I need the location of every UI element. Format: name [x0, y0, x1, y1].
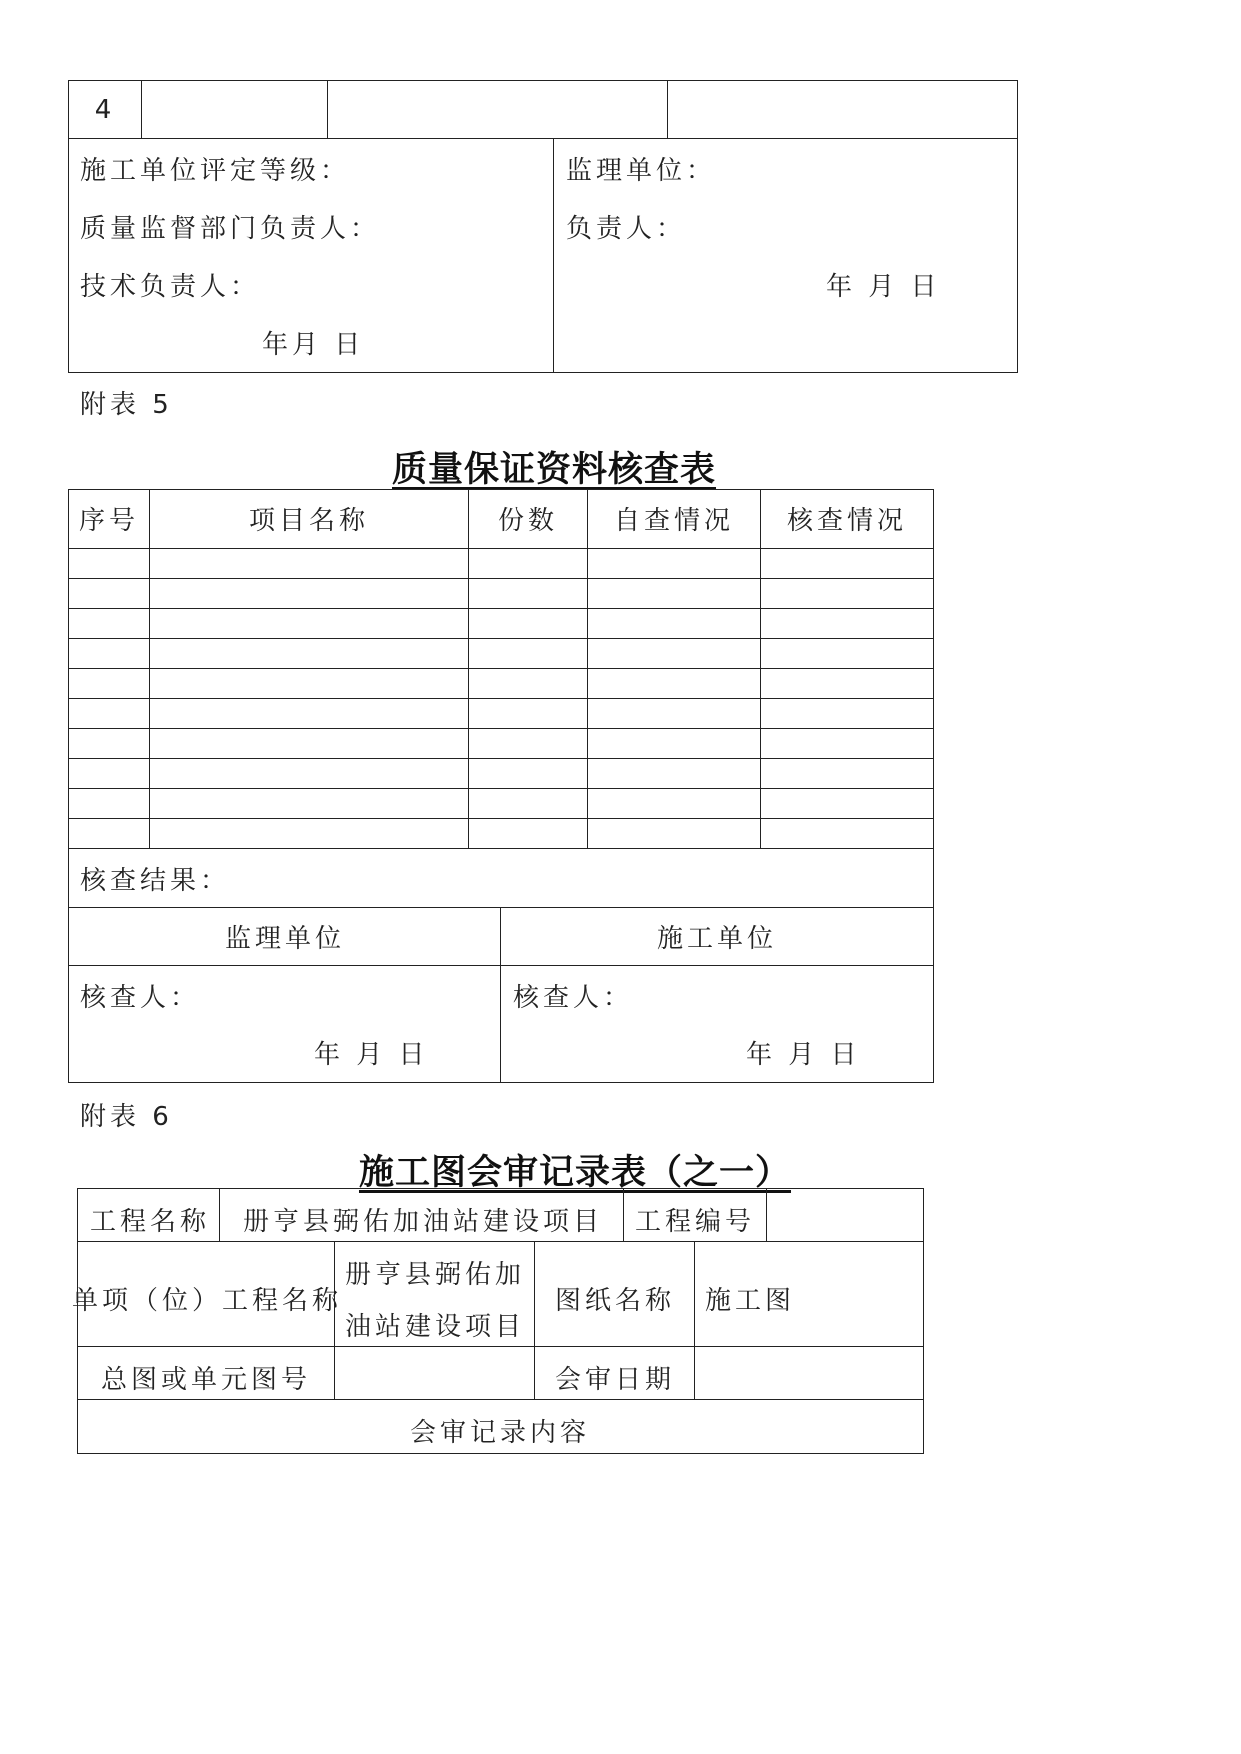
col-divider [327, 80, 328, 138]
table-row [68, 578, 934, 579]
review-content-label: 会审记录内容 [409, 1418, 591, 1448]
col-divider [534, 1241, 535, 1399]
project-name-value: 册亨县弼佑加油站建设项目 [242, 1207, 604, 1237]
appendix6-title: 施工图会审记录表（之一） [358, 1153, 792, 1193]
row-divider [77, 1241, 924, 1242]
construction-unit: 施工单位 [656, 924, 778, 954]
tech-lead-label: 技术负责人： [80, 272, 261, 302]
table-row [68, 848, 934, 849]
inspector-left: 核查人： [80, 983, 201, 1013]
sub-project-value-line1: 册亨县弼佑加 [344, 1260, 526, 1290]
left-date: 年月 日 [262, 330, 365, 360]
construction-grade-label: 施工单位评定等级： [80, 156, 351, 186]
row-divider [68, 907, 934, 908]
col-divider [500, 907, 501, 1083]
table-row [68, 788, 934, 789]
col-divider [141, 80, 142, 138]
table-row [68, 758, 934, 759]
col-divider [219, 1188, 220, 1241]
supervision-unit-label: 监理单位： [566, 156, 717, 186]
col-divider [694, 1241, 695, 1399]
inspector-right: 核查人： [513, 983, 634, 1013]
row-divider [68, 138, 1018, 139]
table-row [68, 638, 934, 639]
date-left: 年 月 日 [314, 1040, 429, 1070]
appendix6-caption: 附表 6 [80, 1102, 173, 1132]
col-divider [623, 1188, 624, 1241]
table-row [68, 728, 934, 729]
drawing-name-label: 图纸名称 [554, 1286, 676, 1316]
drawing-name-value: 施工图 [705, 1286, 796, 1316]
review-date-label: 会审日期 [554, 1365, 676, 1395]
right-date: 年 月 日 [826, 272, 941, 302]
appendix5-caption: 附表 5 [80, 390, 173, 420]
header-seq: 序号 [78, 506, 140, 536]
sub-project-label: 单项（位）工程名称 [71, 1286, 343, 1316]
quality-supervisor-label: 质量监督部门负责人： [80, 214, 381, 244]
header-review: 核查情况 [786, 506, 908, 536]
col-divider [667, 80, 668, 138]
project-name-label: 工程名称 [89, 1207, 211, 1237]
row-divider [77, 1346, 924, 1347]
table-row [68, 698, 934, 699]
table-row [68, 668, 934, 669]
result-label: 核查结果： [80, 866, 231, 896]
appendix5-title: 质量保证资料核查表 [391, 450, 717, 490]
sub-project-value-line2: 油站建设项目 [344, 1312, 526, 1342]
signature-divider [553, 138, 554, 373]
row-divider [77, 1399, 924, 1400]
date-right: 年 月 日 [746, 1040, 861, 1070]
row-number: 4 [94, 95, 116, 125]
responsible-label: 负责人： [566, 214, 687, 244]
col-divider [334, 1241, 335, 1399]
header-self-check: 自查情况 [613, 506, 735, 536]
table-row [68, 818, 934, 819]
general-drawing-label: 总图或单元图号 [100, 1365, 312, 1395]
table-row [68, 608, 934, 609]
col-divider [766, 1188, 767, 1241]
header-item-name: 项目名称 [248, 506, 370, 536]
header-copies: 份数 [497, 506, 559, 536]
project-no-label: 工程编号 [634, 1207, 756, 1237]
row-divider [68, 965, 934, 966]
supervision-unit: 监理单位 [224, 924, 346, 954]
table-row [68, 548, 934, 549]
